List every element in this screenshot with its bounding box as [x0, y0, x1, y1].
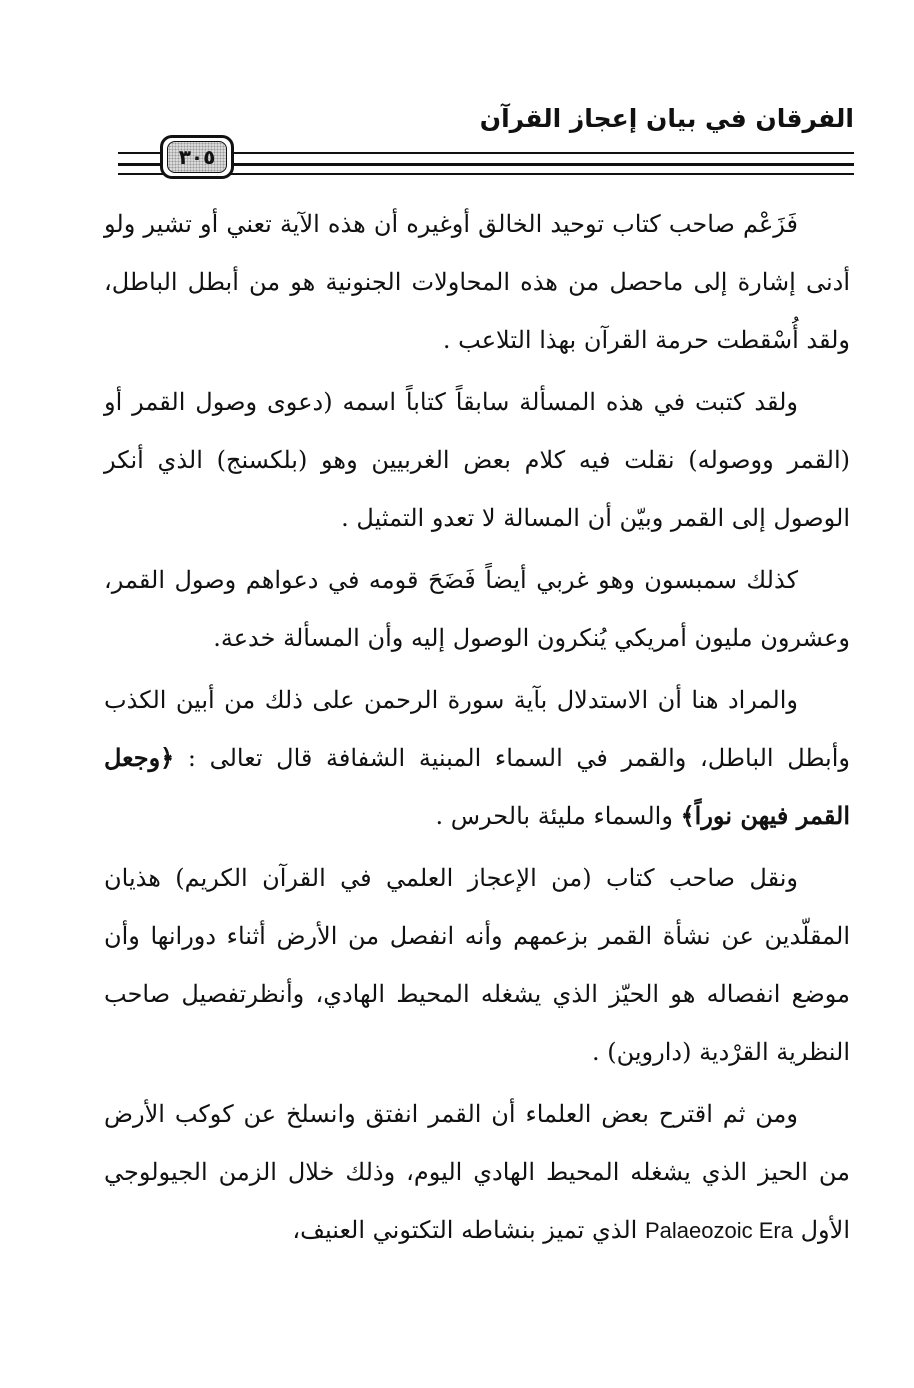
- paragraph: ولقد كتبت في هذه المسألة سابقاً كتاباً اسمه (دعوى وصول القمر أو (القمر ووصوله) نقلت فيه كلام بعض الغربيين وهو (بلكسنج) الذي أنكر الوصول إلى القمر وبيّن أن المسالة لا تعدو التمثيل .: [104, 388, 851, 532]
- latin-term: Palaeozoic Era: [644, 1218, 793, 1243]
- paragraph: [104, 671, 850, 845]
- paragraph: ونقل صاحب كتاب (من الإعجاز العلمي في القرآن الكريم) هذيان المقلّدين عن نشأة القمر بزعمهم وأنه انفصل من الأرض أثناء دورانها وأن موضع انفصاله هو الحيّز الذي يشغله المحيط الهادي، وأنظرتفصيل صاحب النظرية القرْدية (داروين) .: [104, 864, 850, 1066]
- page-number-frame: [160, 135, 234, 179]
- paragraph-text: ومن ثم اقترح بعض العلماء أن القمر انفتق وانسلخ عن كوكب الأرض من الحيز الذي يشغله المحيط الهادي اليوم، وذلك خلال الزمن الجيولوجي الأول: [104, 1100, 851, 1244]
- paragraph: [104, 1085, 850, 1260]
- paragraph: فَزَعْم صاحب كتاب توحيد الخالق أوغيره أن هذه الآية تعني أو تشير ولو أدنى إشارة إلى ماحصل من هذه المحاولات الجنونية هو من أبطل الباطل، ولقد أُسْقطت حرمة القرآن بهذا التلاعب .: [104, 210, 850, 354]
- running-title: الفرقان في بيان إعجاز القرآن: [479, 104, 854, 133]
- paragraph-text: والمراد هنا أن الاستدلال بآية سورة الرحمن على ذلك من أبين الكذب وأبطل الباطل، والقمر في السماء المبنية الشفافة قال تعالى :: [104, 686, 850, 772]
- paragraph: كذلك سمبسون وهو غربي أيضاً فَضَحَ قومه في دعواهم وصول القمر، وعشرون مليون أمريكي يُنكرون الوصول إليه وأن المسألة خدعة.: [104, 566, 850, 652]
- paragraph-text: والسماء مليئة بالحرس .: [435, 802, 673, 830]
- body-text: [104, 195, 850, 1260]
- paragraph-text: الذي تميز بنشاطه التكتوني العنيف،: [292, 1216, 638, 1244]
- page-number: ٣٠٥: [167, 141, 227, 173]
- quran-verse: ﴿وجعل القمر فيهن نوراً﴾: [104, 743, 850, 830]
